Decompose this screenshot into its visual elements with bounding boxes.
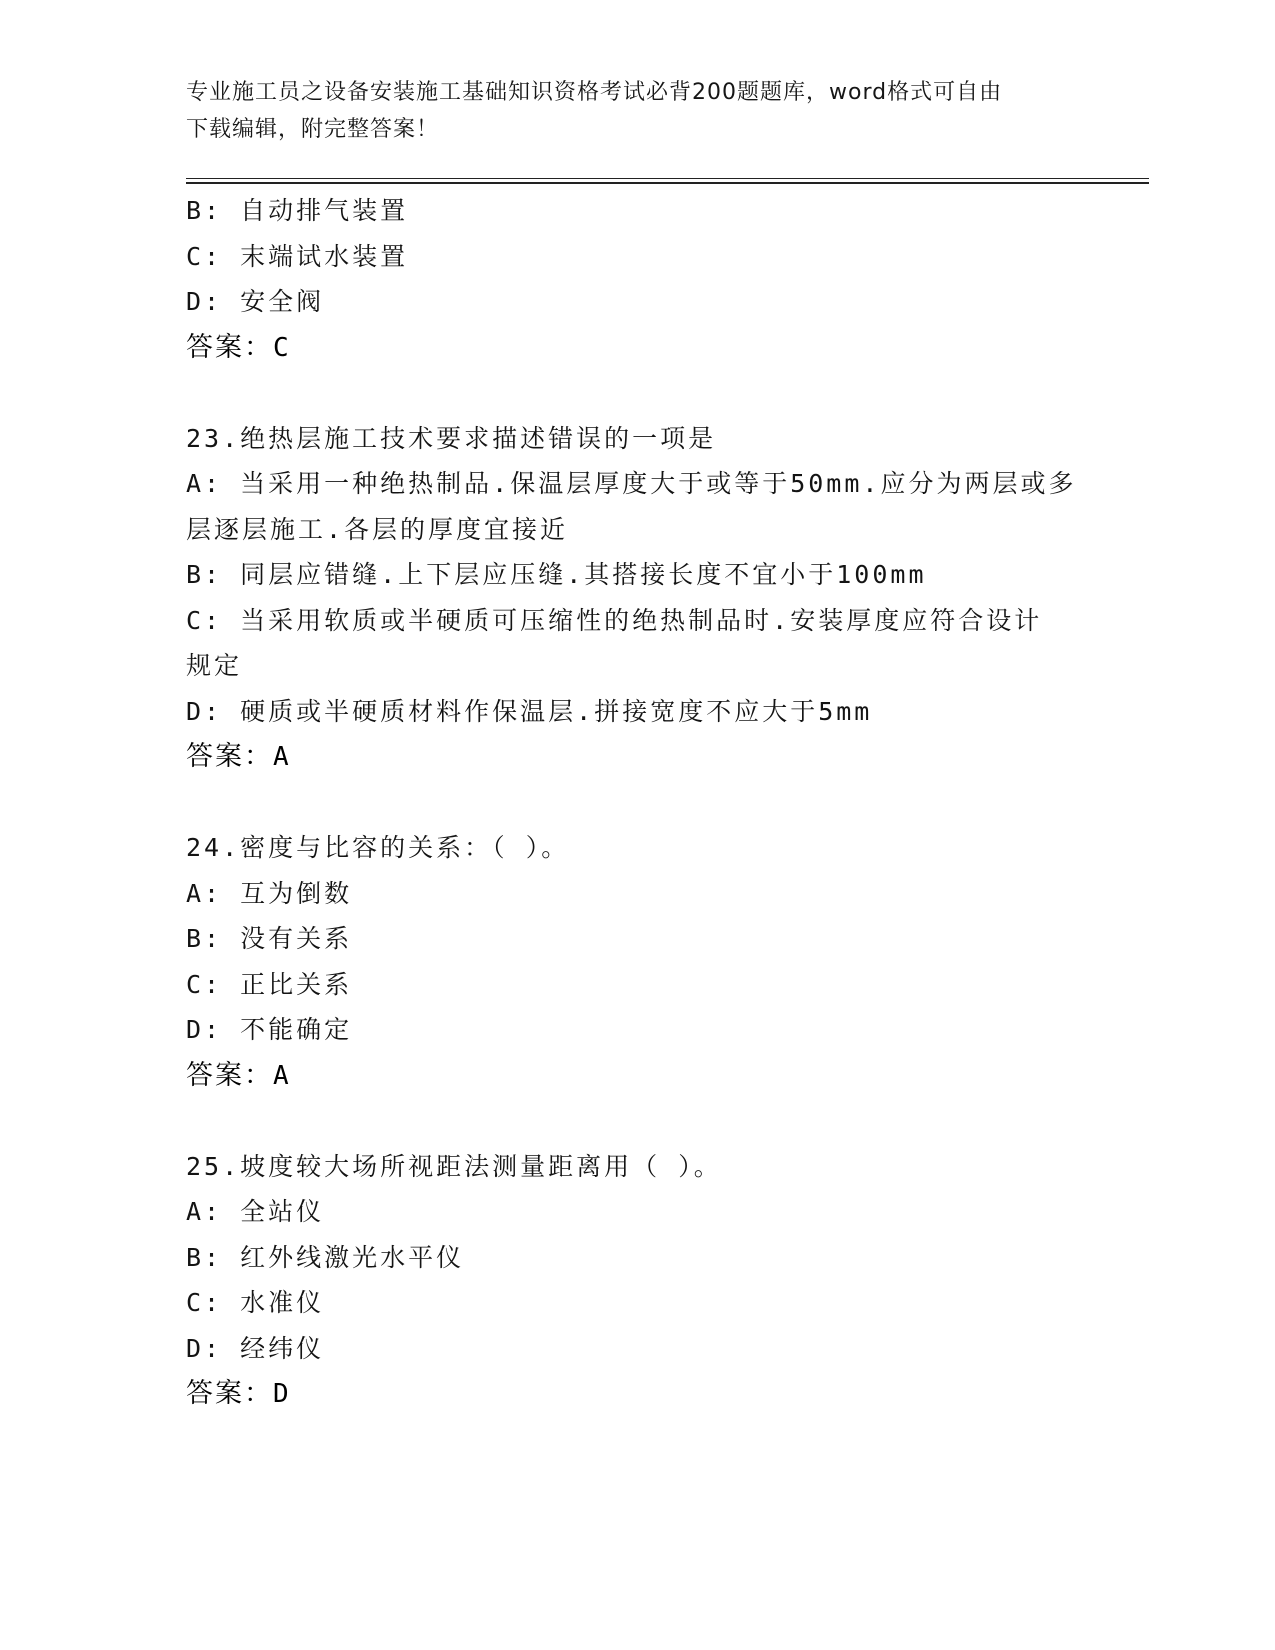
option-c: C: 水准仪 — [186, 1288, 325, 1317]
header-divider — [186, 178, 1149, 184]
option-a: A: 全站仪 — [186, 1197, 325, 1226]
option-d: D: 不能确定 — [186, 1015, 353, 1044]
answer-label: 答案： — [186, 1059, 273, 1091]
question-list — [186, 188, 1086, 1417]
answer-line — [186, 734, 1086, 780]
option-a: A: 互为倒数 — [186, 878, 353, 908]
option-c: C: 末端试水装置 — [186, 241, 409, 271]
answer-value: A — [273, 742, 291, 772]
answer-value: C — [273, 332, 291, 363]
answer-line — [186, 325, 1086, 371]
option-b: B: 红外线激光水平仪 — [186, 1242, 465, 1272]
option-c: C: 当采用软质或半硬质可压缩性的绝热制品时.安装厚度应符合设计 — [186, 605, 1043, 635]
question-text: 25.坡度较大场所视距法测量距离用（ ）。 — [186, 1151, 722, 1181]
question-text: 24.密度与比容的关系：（ ）。 — [186, 833, 570, 862]
answer-line — [186, 1371, 1086, 1417]
answer-value: D — [273, 1379, 291, 1409]
header-line-1: 专业施工员之设备安装施工基础知识资格考试必背200题题库，word格式可自由 — [186, 80, 1003, 105]
question-text: 23.绝热层施工技术要求描述错误的一项是 — [186, 423, 717, 453]
option-d: D: 安全阀 — [186, 287, 325, 316]
answer-line — [186, 1053, 1086, 1099]
answer-label: 答案： — [186, 741, 273, 772]
option-d: D: 经纬仪 — [186, 1333, 325, 1363]
question-block-24 — [186, 825, 1086, 1098]
answer-label: 答案： — [186, 331, 273, 363]
question-block-22 — [186, 188, 1086, 370]
answer-label: 答案： — [186, 1378, 273, 1409]
question-block-25 — [186, 1144, 1086, 1417]
option-c: C: 正比关系 — [186, 969, 353, 999]
header-line-2: 下载编辑，附完整答案！ — [186, 117, 440, 142]
option-b: B: 同层应错缝.上下层应压缝.其搭接长度不宜小于100mm — [186, 560, 927, 589]
option-b: B: 自动排气装置 — [186, 196, 409, 225]
question-block-23 — [186, 416, 1086, 780]
option-b: B: 没有关系 — [186, 924, 353, 953]
option-a: A: 当采用一种绝热制品.保温层厚度大于或等于50mm.应分为两层或多 — [186, 469, 1077, 498]
page-header — [186, 74, 1066, 148]
option-d: D: 硬质或半硬质材料作保温层.拼接宽度不应大于5mm — [186, 696, 873, 726]
option-a-continued: 层逐层施工.各层的厚度宜接近 — [186, 514, 569, 544]
answer-value: A — [273, 1060, 291, 1091]
option-c-continued: 规定 — [186, 651, 243, 680]
